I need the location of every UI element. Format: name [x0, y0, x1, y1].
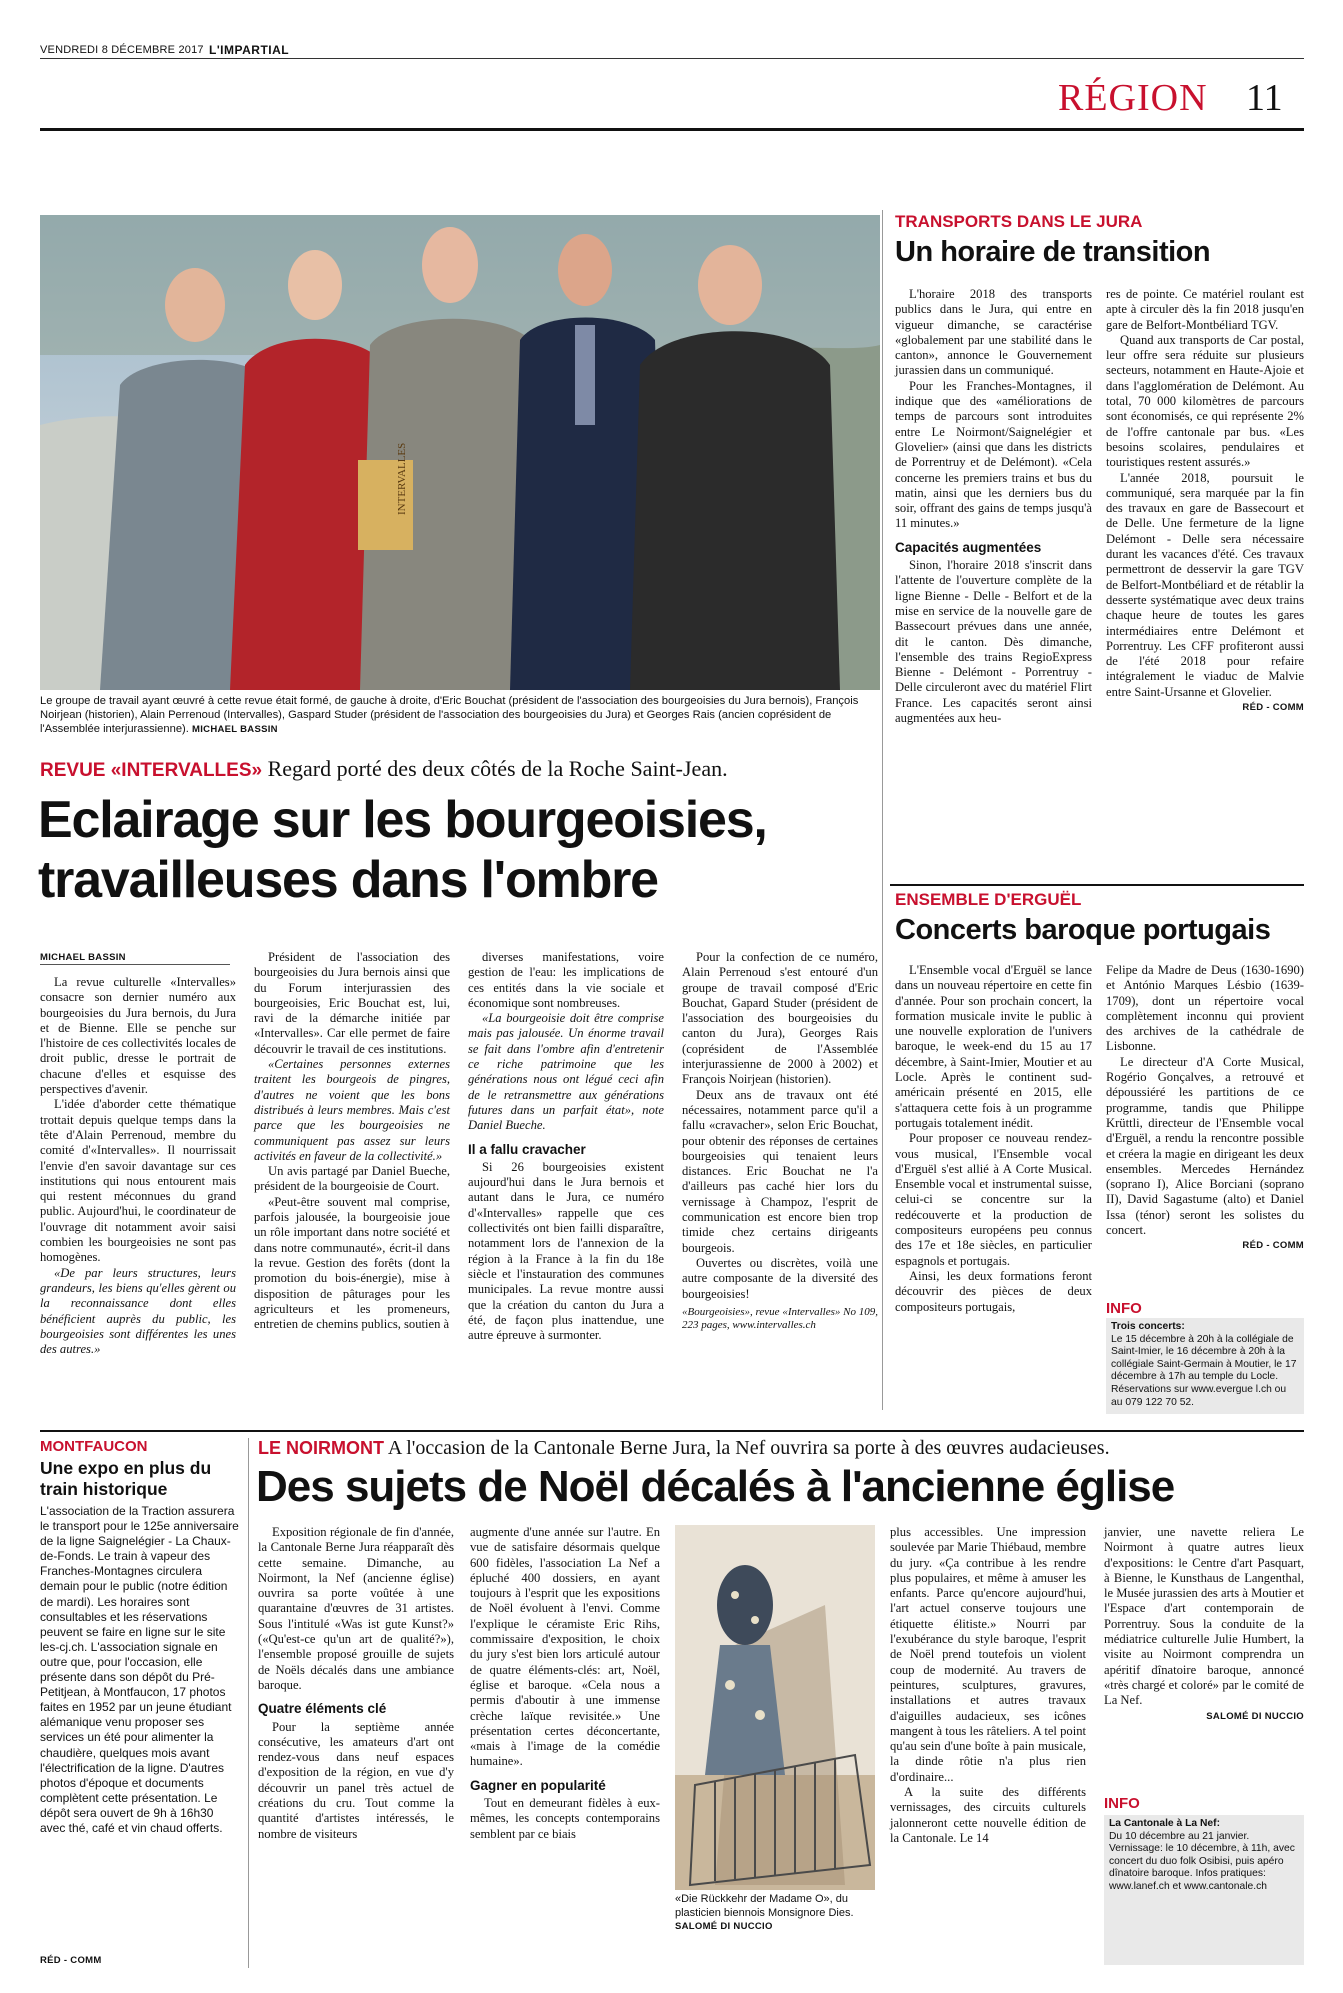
book-title: INTERVALLES [396, 442, 408, 515]
montfaucon-divider [248, 1438, 249, 1968]
erguel-headline: Concerts baroque portugais [895, 914, 1271, 946]
main-photo [40, 215, 880, 690]
paragraph: A la suite des différents vernissages, des circuits culturels jalonneront cette nouvelle édition de la Cantonale. Le 14 [890, 1785, 1086, 1845]
paragraph: Felipe da Madre de Deus (1630-1690) et António Marques Lésbio (1639-1709), dont un répertoire vocal complètement inconnu qui provient des archives de la cathédrale de Lisbonne. [1106, 963, 1304, 1054]
noirmont-deck: A l'occasion de la Cantonale Berne Jura, la Nef ouvrira sa porte à des œuvres audacieuses. [387, 1437, 1110, 1459]
subhead-capacites: Capacités augmentées [895, 539, 1042, 555]
erguel-info-text: Le 15 décembre à 20h à la collégiale de Saint-Imier, le 16 décembre à 20h à la collégiale Saint-Germain à Moutier, le 17 décembre à 17h au temple du Locle. Réservations sur www.evergue l.ch ou au 079 122 70 52. [1111, 1333, 1297, 1408]
paragraph: Sinon, l'horaire 2018 s'inscrit dans l'attente de l'ouverture complète de la ligne Bienne - Delle - Belfort et de la mise en service de la nouvelle gare de Bassecourt prévues dans une année, dit le canton. Dès dimanche, l'ensemble des trains RegioExpress Bienne - Delémont - Porrentruy - Delle circuleront avec du matériel Flirt France. Les capacités seront ainsi augmentées aux heu- [895, 558, 1092, 726]
montfaucon-text: L'association de la Traction assurera le transport pour le 125e anniversaire de la ligne Saignelégier - La Chaux-de-Fonds. Le train à vapeur des Franches-Montagnes circulera demain pour le public (notre édition de mardi). Les horaires sont consultables et les réservations peuvent se faire en ligne sur le site les-cj.ch. L'association signale en outre que, pour l'occasion, elle présente dans son dépôt du Pré-Petitjean, à Montfaucon, 17 photos faites en 1952 par un jeune étudiant alémanique venu proposer ses services un été pour alimenter la chaudière, quelques mois avant l'électrification de la ligne. D'autres photos d'époque et documents complètent cette présentation. Le dépôt sera ouvert de 9h à 16h30 avec thé, café et vin chaud offerts. [40, 1504, 239, 1835]
noirmont-caption-text: «Die Rückkehr der Madame O», du plasticien biennois Monsignore Dies. [675, 1893, 854, 1919]
erguel-rule [890, 884, 1304, 886]
paragraph: Ouvertes ou discrètes, voilà une autre composante de la diversité des bourgeoisies! [682, 1255, 878, 1301]
main-kicker-line [40, 756, 728, 782]
montfaucon-headline: Une expo en plus du train historique [40, 1458, 212, 1499]
paragraph: Pour proposer ce nouveau rendez-vous musical, l'Ensemble vocal d'Erguël s'est allié à A Corte Musical. Ensemble vocal et instrumental suisse, celui-ci se concentre sur la redécouverte et la production de compositeurs européens peu connus des 17e et 18e siècles, en particulier espagnols et portugais. [895, 1131, 1092, 1268]
erguel-infobox [1106, 1318, 1304, 1414]
paragraph: Pour la septième année consécutive, les amateurs d'art ont rendez-vous dans neuf espaces d'exposition de la région, en vue d'y découvrir un panel très actuel de créations du cru. Tout comme la quantité d'artistes intéressés, le nombre de visiteurs [258, 1719, 454, 1841]
headline-line-1: Eclairage sur les bourgeoisies, [38, 791, 767, 849]
erguel-col-2 [1106, 963, 1304, 1254]
noirmont-signature: SALOMÉ DI NUCCIO [1206, 1710, 1304, 1722]
paragraph: «La bourgeoisie doit être comprise mais pas jalousée. Un énorme travail se fait dans l'ombre afin d'entretenir ce riche patrimoine que les générations nous ont légué ceci afin de le retransmettre aux générations futures dans un parfait état», note Daniel Bueche. [468, 1011, 664, 1133]
main-headline [38, 790, 888, 910]
noirmont-info-text: Du 10 décembre au 21 janvier. Vernissage: le 10 décembre, à 11h, avec concert du duo folk Osibisi, puis apéro dînatoire baroque. Infos pratiques: www.lanef.ch et www.cantonale.ch [1109, 1830, 1295, 1892]
subhead-cravacher: Il a fallu cravacher [468, 1141, 586, 1157]
paragraph: L'idée d'aborder cette thématique trottait depuis quelque temps dans la tête d'Alain Perrenoud, membre du comité d'«Intervalles». Il nourrissait l'envie d'en savoir davantage sur ces institutions qui nous entourent mais qui restent méconnues du grand public. Aujourd'hui, le coordinateur de l'ouvrage dit notamment avoir saisi combien les bourgeoisies ne sont pas homogènes. [40, 1097, 236, 1265]
subhead-quatre-elements: Quatre éléments clé [258, 1701, 387, 1717]
transports-headline: Un horaire de transition [895, 236, 1211, 268]
paragraph: Le directeur d'A Corte Musical, Rogério Gonçalves, a retrouvé et dépoussiéré les partitions de ce programme, tandis que Philippe Krüttli, directeur de l'Ensemble vocal d'Erguël, a rendu la rencontre possible et créera la magie en dirigeant les deux ensembles. Mercedes Hernández (soprano I), Alice Borciani (soprano II), David Sagastume (alto) et Daniel Issa (ténor) seront les solistes du concert. [1106, 1054, 1304, 1238]
paragraph: Pour la confection de ce numéro, Alain Perrenoud s'est entouré d'un groupe de travail composé d'Eric Bouchat, Gapard Studer (président de l'association des bourgeoisies du canton du Jura), Georges Rais (coprésident de l'Assemblée interjurassienne de 2000 à 2002) et François Noirjean (historien). [682, 950, 878, 1087]
headline-line-2: travailleuses dans l'ombre [38, 851, 658, 909]
section-rule [40, 128, 1304, 131]
paragraph: Quand aux transports de Car postal, leur offre sera réduite sur plusieurs secteurs, notamment en Haute-Ajoie et dans l'agglomération de Delémont. Au total, 70 000 kilomètres de parcours sont économisés, ce qui représente 2% de l'offre cantonale par bus. «Les besoins scolaires, pendulaires et touristiques restent assurés.» [1106, 332, 1304, 470]
column-divider [882, 210, 883, 1410]
noirmont-col-3 [890, 1525, 1086, 1846]
paragraph: janvier, une navette reliera Le Noirmont à quatre autres lieux d'expositions: le Centre d'art Pasquart, à Bienne, le Kunsthaus de Langenthal, le Musée jurassien des arts à Moutier et l'Espace d'art contemporain de Porrentruy. Sous la conduite de la médiatrice culturelle Julie Humbert, la visite au Noirmont comprendra un apéritif dînatoire baroque, annoncé «très chargé et coloré» par le comité de La Nef. [1104, 1525, 1304, 1708]
noirmont-col-2 [470, 1525, 660, 1842]
transports-signature: RÉD - COMM [1242, 702, 1304, 714]
paragraph: Ainsi, les deux formations feront découvrir des pièces de deux compositeurs portugais, [895, 1268, 1092, 1314]
erguel-kicker: ENSEMBLE D'ERGUËL [895, 890, 1082, 909]
transports-col-1 [895, 287, 1092, 726]
main-col-2 [254, 950, 450, 1332]
main-kicker: REVUE «INTERVALLES» [40, 760, 263, 781]
main-photo-caption [40, 694, 880, 737]
noirmont-photo [675, 1525, 875, 1890]
page-number: 11 [1246, 77, 1283, 119]
main-col-4 [682, 950, 878, 1332]
paragraph: Tout en demeurant fidèles à eux-mêmes, les concepts contemporains semblent par ce biais [470, 1796, 660, 1841]
photo-credit: MICHAEL BASSIN [192, 724, 278, 735]
paragraph: «Certaines personnes externes traitent les bourgeois de pingres, d'autres ne voient que les bons distribués à leurs membres. Mais c'est parce que les bourgeoisies ne communiquent pas assez sur leurs activités en faveur de la collectivité.» [254, 1057, 450, 1163]
paragraph: «Peut-être souvent mal comprise, parfois jalousée, la bourgeoisie joue un rôle important dans notre société et dans notre communauté», écrit-il dans la revue. Gestion des forêts (dont la promotion du bois-énergie), mise à disposition de pâturages pour les agriculteurs et les promeneurs, entretien de chemins publics, soutien à [254, 1194, 450, 1332]
main-col-1 [40, 975, 236, 1357]
noirmont-info-tag: INFO [1104, 1795, 1140, 1812]
noirmont-col-4 [1104, 1525, 1304, 1724]
paragraph: Un avis partagé par Daniel Bueche, président de la bourgeoisie de Court. [254, 1164, 450, 1194]
masthead-date: VENDREDI 8 DÉCEMBRE 2017 [40, 44, 204, 56]
paragraph: diverses manifestations, voire gestion de l'eau: les implications de ces entités dans la vie sociale et économique sont nombreuses. [468, 950, 664, 1010]
paragraph: Exposition régionale de fin d'année, la Cantonale Berne Jura réapparaît dès cette semaine. Dimanche, au Noirmont, la Nef (ancienne église) ouvrira sa porte voûtée à une quarantaine d'œuvres de 31 artistes. Sous l'intitulé «Was ist gute Kunst?» («Qu'est-ce qu'un art de qualité?»), l'ensemble proposé grouille de sujets de Noëls décalés dans une ambiance baroque. [258, 1525, 454, 1692]
subhead-popularite: Gagner en popularité [470, 1777, 606, 1793]
noirmont-infobox [1104, 1815, 1304, 1965]
transports-col-2 [1106, 287, 1304, 715]
main-col-3 [468, 950, 664, 1343]
noirmont-col-1 [258, 1525, 454, 1842]
masthead-paper: L'IMPARTIAL [209, 43, 290, 57]
transports-kicker: TRANSPORTS DANS LE JURA [895, 212, 1143, 231]
montfaucon-kicker: MONTFAUCON [40, 1438, 148, 1455]
main-deck: Regard porté des deux côtés de la Roche Saint-Jean. [267, 756, 728, 781]
section-title: RÉGION [1058, 77, 1208, 119]
noirmont-info-title: La Cantonale à La Nef: [1109, 1818, 1220, 1829]
erguel-signature: RÉD - COMM [1242, 1240, 1304, 1252]
noirmont-photo-caption [675, 1893, 875, 1934]
noirmont-photo-credit: SALOMÉ DI NUCCIO [675, 1921, 773, 1932]
author-rule [40, 964, 230, 965]
erguel-info-tag: INFO [1106, 1300, 1142, 1317]
paragraph: plus accessibles. Une impression soulevée par Marie Thiébaud, membre du jury. «Ça contribue à les rendre plus populaires, et même à amuser les enfants. Parce qu'encore aujourd'hui, l'art actuel conserve toujours une étiquette élitiste.» Nourri par l'exubérance du style baroque, l'esprit de Noël prend toutefois un violent coup de modernité. Au travers de peintures, sculptures, gravures, installations et autres travaux d'aiguilles audacieux, ses icônes mangent à tous les râteliers. A tel point qu'au sein d'une boîte à pain musicale, la dinde rôtie n'a plus rien d'ordinaire... [890, 1525, 1086, 1784]
erguel-col-1 [895, 963, 1092, 1315]
caption-text: Le groupe de travail ayant œuvré à cette revue était formé, de gauche à droite, d'Eric Bouchat (président de l'association des bourgeoisies du Jura bernois), François Noirjean (historien), Alain Perrenoud (Intervalles), Gaspard Studer (président de l'association des bourgeoisies du Jura) et Georges Rais (ancien coprésident de l'Assemblée interjurassienne). [40, 695, 859, 735]
noirmont-kicker-line [258, 1437, 1110, 1460]
masthead-rule [40, 58, 1304, 59]
montfaucon-signature: RÉD - COMM [40, 1955, 102, 1966]
paragraph: L'année 2018, poursuit le communiqué, sera marquée par la fin des travaux en gare de Bassecourt et de Delle. Une fermeture de la ligne Delémont - Delle sera nécessaire durant les vacances d'été. Ces travaux permettront de desservir la gare TGV de Belfort-Montbéliard et de rétablir la desserte systématique avec deux trains chaque heure de toutes les gares intermédiaires entre Delémont et Porrentruy. Les CFF profiteront aussi de l'été 2018 pour refaire intégralement le viaduc de Malvie entre Saint-Ursanne et Glovelier. [1106, 470, 1304, 699]
noirmont-kicker: LE NOIRMONT [258, 1438, 384, 1458]
paragraph: «De par leurs structures, leurs grandeurs, les biens qu'elles gèrent ou la reconnaissance dont elles bénéficient auprès du public, les bourgeoisies sont différentes les unes des autres.» [40, 1265, 236, 1357]
paragraph: augmente d'une année sur l'autre. En vue de satisfaire désormais quelque 600 fidèles, l'association La Nef a épluché 400 dossiers, en ayant toujours à l'esprit que les expositions de Noël évoluent à l'envi. Comme l'explique le céramiste Eric Rihs, commissaire d'exposition, le choix du jury s'est bien lors articulé autour de quatre éléments-clés: art, Noël, église et baroque. «Cela nous a permis d'aboutir à une immense crèche laïque revisitée.» Une présentation certes déconcertante, «mais à l'image de la comédie humaine». [470, 1525, 660, 1769]
paragraph: Si 26 bourgeoisies existent aujourd'hui dans le Jura bernois et autant dans le Jura, ce numéro d'«Intervalles» rappelle que ces collectivités ont bien failli disparaître, notamment lors de l'annexion de la région à la France à la fin du 18e siècle et l'instauration des communes municipales. La revue montre aussi que la création du canton du Jura a été, de façon plus inattendue, une autre épreuve à surmonter. [468, 1159, 664, 1343]
paragraph: La revue culturelle «Intervalles» consacre son dernier numéro aux bourgeoisies du Jura bernois, du Jura et de Bienne. Elle se penche sur l'histoire de ces collectivités locales de droit public, dresse le portrait de chacune d'elles et esquisse des perspectives d'avenir. [40, 975, 236, 1097]
paragraph: L'Ensemble vocal d'Erguël se lance dans un nouveau répertoire en cette fin d'année. Pour son prochain concert, la formation musicale invite le public à une nouvelle exploration de l'univers baroque, le week-end du 15 au 17 décembre, à Saint-Imier, Moutier et au Locle. Après le continent sud-américain présenté en 2015, elle s'attaquera cette fois à un programme portugais totalement inédit. [895, 963, 1092, 1130]
paragraph: Président de l'association des bourgeoisies du Jura bernois ainsi que du Forum interjurassien des bourgeoisies, Eric Bouchat est, lui, ravi de la démarche initiée par «Intervalles». Car elle permet de faire découvrir le travail de ces institutions. [254, 950, 450, 1056]
paragraph: Pour les Franches-Montagnes, il indique que des «améliorations de temps de parcours sont introduites entre Le Noirmont/Saignelégier et Glovelier» (ainsi que dans les districts de Porrentruy et de Delémont). «Cela concerne les premiers trains et bus du matin, ainsi que les derniers bus du soir, offrant des gains de temps jusqu'à 11 minutes.» [895, 378, 1092, 531]
noirmont-headline: Des sujets de Noël décalés à l'ancienne église [256, 1462, 1175, 1511]
main-author: MICHAEL BASSIN [40, 952, 126, 963]
bottom-section-rule [40, 1430, 1304, 1432]
erguel-info-title: Trois concerts: [1111, 1321, 1185, 1332]
paragraph: L'horaire 2018 des transports publics dans le Jura, qui entre en vigueur dimanche, se caractérise «globalement par une stabilité dans le canton», annonce le Gouvernement jurassien dans un communiqué. [895, 287, 1092, 378]
paragraph: res de pointe. Ce matériel roulant est apte à circuler dès la fin 2018 jusqu'en gare de Belfort-Montbéliard TGV. [1106, 287, 1304, 332]
revue-reference: «Bourgeoisies», revue «Intervalles» No 109, 223 pages, www.intervalles.ch [682, 1305, 878, 1331]
paragraph: Deux ans de travaux ont été nécessaires, notamment parce qu'il a fallu «cravacher», selon Eric Bouchat, pour obtenir des réponses de certaines bourgeoisies qui tenaient leurs distances. Eric Bouchat ne l'a d'ailleurs pas caché hier lors du vernissage à Champoz, l'esprit de communication est encore bien trop timide chez certains dirigeants bourgeois. [682, 1087, 878, 1255]
